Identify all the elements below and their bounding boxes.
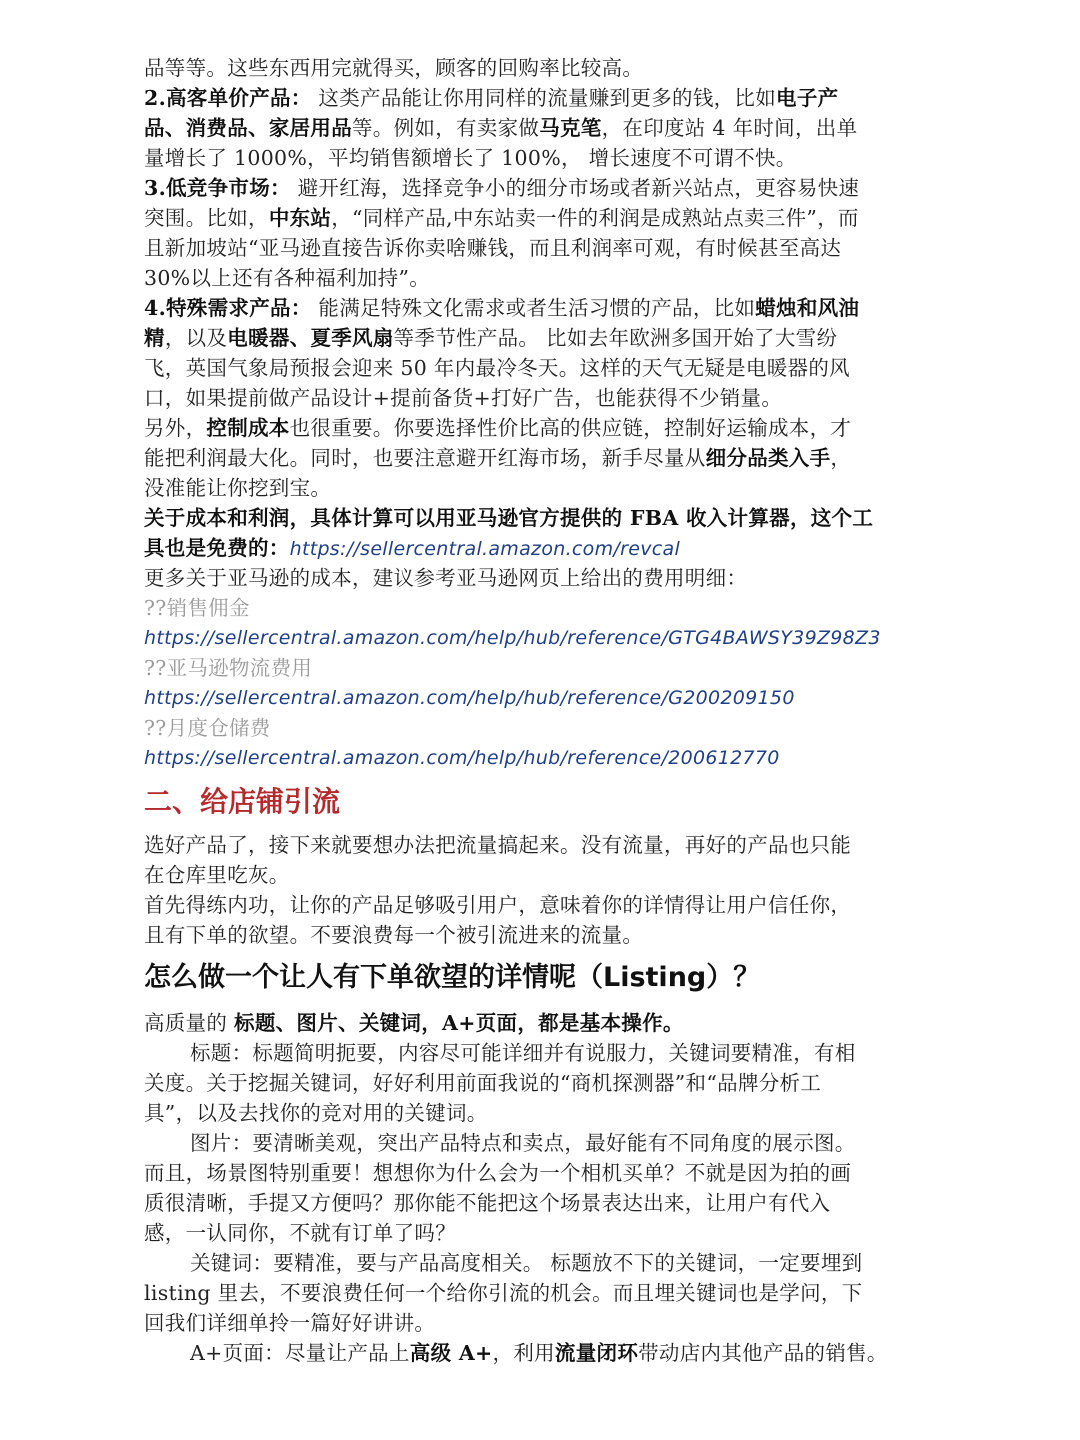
paragraph-images: 图片：要清晰美观，突出产品特点和卖点，最好能有不同角度的展示图。 xyxy=(190,1131,856,1155)
fba-calculator-text: 关于成本和利润，具体计算可以用亚马逊官方提供的 FBA 收入计算器，这个工 xyxy=(144,506,874,530)
text-line: 量增长了 1000%，平均销售额增长了 100%， 增长速度不可谓不快。 xyxy=(144,146,797,170)
text-run: 避开红海，选择竞争小的细分市场或者新兴站点，更容易快速 xyxy=(290,176,860,200)
text-run: 高质量的 xyxy=(144,1011,235,1035)
fee-label-fba: ??亚马逊物流费用 xyxy=(144,656,313,680)
text-run: 带动店内其他产品的销售。 xyxy=(638,1341,888,1365)
bold-label: 4.特殊需求产品： xyxy=(144,296,312,320)
text-run: 也很重要。你要选择性价比高的供应链，控制好运输成本，才 xyxy=(289,416,852,440)
text-line: 没准能让你挖到宝。 xyxy=(144,476,332,500)
bold-text: 电子产 xyxy=(776,86,839,110)
bold-text: 标题、图片、关键词，A+页面，都是基本操作。 xyxy=(234,1011,684,1035)
text-line: 30%以上还有各种福利加持”。 xyxy=(144,266,431,290)
text-run: A+页面：尽量让产品上 xyxy=(190,1341,410,1365)
text-run: ，在印度站 4 年时间，出单 xyxy=(601,116,858,140)
text-line xyxy=(144,113,857,143)
fee-link-fba[interactable]: https://sellercentral.amazon.com/help/hub/reference/G200209150 xyxy=(144,687,795,709)
bold-text: 中东站 xyxy=(268,206,332,230)
paragraph-keywords: 关键词：要精准，要与产品高度相关。 标题放不下的关键词，一定要埋到 xyxy=(190,1251,863,1275)
text-run: 突围。比如， xyxy=(144,206,269,230)
revcal-link[interactable]: https://sellercentral.amazon.com/revcal xyxy=(289,538,681,560)
text-line: 首先得练内功，让你的产品足够吸引用户，意味着你的详情得让用户信任你， xyxy=(144,893,852,917)
text-line: 回我们详细单拎一篇好好讲讲。 xyxy=(144,1311,436,1335)
bold-label: 3.低竞争市场： xyxy=(144,176,291,200)
bold-text: 品、消费品、家居用品 xyxy=(144,116,352,140)
text-line: 且有下单的欲望。不要浪费每一个被引流进来的流量。 xyxy=(144,923,644,947)
text-run: 这类产品能让你用同样的流量赚到更多的钱，比如 xyxy=(311,86,777,110)
text-run: 能把利润最大化。同时，也要注意避开红海市场，新手尽量从 xyxy=(144,446,706,470)
bold-text: 高级 A+ xyxy=(409,1341,493,1365)
text-line: 质很清晰，手提又方便吗？那你能不能把这个场景表达出来，让用户有代入 xyxy=(144,1191,831,1215)
bold-text: 细分品类入手 xyxy=(705,446,831,470)
bold-text: 流量闭环 xyxy=(554,1341,639,1365)
bold-text: 电暖器、夏季风扇 xyxy=(227,326,394,350)
text-line: 关度。关于挖掘关键词，好好利用前面我说的“商机探测器”和“品牌分析工 xyxy=(144,1071,822,1095)
text-run: ， xyxy=(830,446,852,470)
text-line: 感，一认同你，不就有订单了吗？ xyxy=(144,1221,456,1245)
text-line: 具”，以及去找你的竞对用的关键词。 xyxy=(144,1101,488,1125)
text-line: 飞，英国气象局预报会迎来 50 年内最冷冬天。这样的天气无疑是电暖器的风 xyxy=(144,356,850,380)
bold-text: 控制成本 xyxy=(206,416,290,440)
text-line xyxy=(144,323,837,353)
bold-text: 精 xyxy=(144,326,165,350)
text-line: 品等等。这些东西用完就得买，顾客的回购率比较高。 xyxy=(144,56,644,80)
text-line: listing 里去，不要浪费任何一个给你引流的机会。而且埋关键词也是学问，下 xyxy=(144,1281,863,1305)
text-run: 等。例如，有卖家做 xyxy=(352,116,540,140)
text-line: 口，如果提前做产品设计+提前备货+打好广告，也能获得不少销量。 xyxy=(144,386,783,410)
text-line: 选好产品了，接下来就要想办法把流量搞起来。没有流量，再好的产品也只能 xyxy=(144,833,852,857)
text-line xyxy=(144,533,680,563)
text-run: 另外， xyxy=(144,416,207,440)
text-run: 等季节性产品。 比如去年欧洲多国开始了大雪纷 xyxy=(393,326,838,350)
text-run: 能满足特殊文化需求或者生活习惯的产品，比如 xyxy=(311,296,756,320)
section-heading-traffic: 二、给店铺引流 xyxy=(144,785,341,818)
text-run: ，利用 xyxy=(492,1341,555,1365)
paragraph-a-plus xyxy=(190,1338,888,1368)
paragraph-high-price xyxy=(144,83,838,113)
section-heading-listing: 怎么做一个让人有下单欲望的详情呢（Listing）？ xyxy=(144,962,761,993)
text-line: 而且，场景图特别重要！想想你为什么会为一个相机买单？不就是因为拍的画 xyxy=(144,1161,852,1185)
text-line: 更多关于亚马逊的成本，建议参考亚马逊网页上给出的费用明细： xyxy=(144,566,748,590)
fee-link-storage[interactable]: https://sellercentral.amazon.com/help/hub/reference/200612770 xyxy=(144,747,780,769)
text-line: 且新加坡站“亚马逊直接告诉你卖啥赚钱，而且利润率可观，有时候甚至高达 xyxy=(144,236,842,260)
bold-text: 蜡烛和风油 xyxy=(755,296,860,320)
paragraph-low-competition xyxy=(144,173,859,203)
bold-text: 马克笔 xyxy=(539,116,602,140)
listing-intro xyxy=(144,1008,684,1038)
text-line xyxy=(144,203,859,233)
bold-label: 2.高客单价产品： xyxy=(144,86,312,110)
text-line xyxy=(144,443,851,473)
text-line: 在仓库里吃灰。 xyxy=(144,863,290,887)
fee-link-commission[interactable]: https://sellercentral.amazon.com/help/hub/reference/GTG4BAWSY39Z98Z3 xyxy=(144,627,881,649)
fee-label-storage: ??月度仓储费 xyxy=(144,716,271,740)
text-run: ，“同样产品,中东站卖一件的利润是成熟站点卖三件”，而 xyxy=(331,206,859,230)
paragraph-cost-control xyxy=(144,413,851,443)
text-run: ，以及 xyxy=(164,326,228,350)
bold-text: 具也是免费的： xyxy=(144,536,290,560)
paragraph-special-demand xyxy=(144,293,859,323)
fee-label-commission: ??销售佣金 xyxy=(144,596,250,620)
paragraph-title: 标题：标题简明扼要，内容尽可能详细并有说服力，关键词要精准，有相 xyxy=(190,1041,856,1065)
